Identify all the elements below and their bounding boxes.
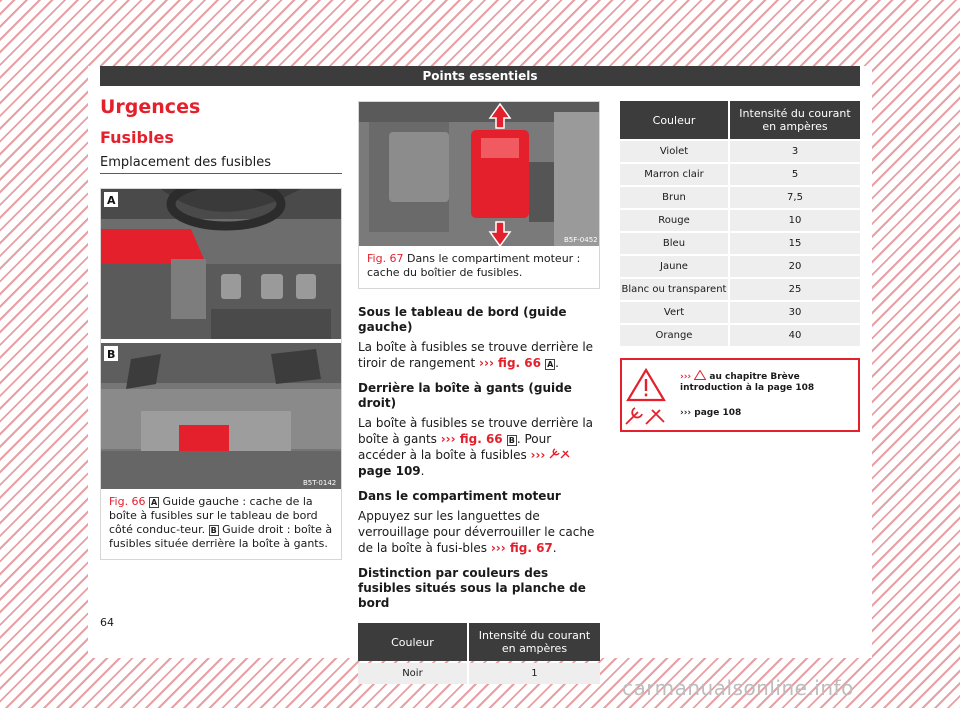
- middle-column: [358, 101, 600, 686]
- table-row: [620, 325, 860, 346]
- left-column: [100, 96, 342, 560]
- badge-a: A: [547, 360, 554, 369]
- paragraph-text: Appuyez sur les languettes de verrouillage pour déverrouiller le cache de la boîte à fusi-bles: [358, 509, 595, 555]
- amperage-cell: 25: [728, 279, 860, 300]
- page-109-link[interactable]: ›››: [530, 448, 546, 462]
- warning-line-1: [680, 370, 855, 394]
- topic-title: Emplacement des fusibles: [100, 155, 342, 174]
- figure-66-code: B5T-0142: [303, 479, 337, 487]
- table-row: [358, 663, 600, 684]
- subsection-title: Fusibles: [100, 128, 174, 147]
- section-heading: Derrière la boîte à gants (guide droit): [358, 381, 572, 410]
- amperage-cell: 15: [728, 233, 860, 254]
- fig-66-link[interactable]: ››› fig. 66: [440, 432, 507, 446]
- figure-66: [100, 188, 342, 560]
- section-heading: Dans le compartiment moteur: [358, 489, 561, 503]
- figure-67-caption: [359, 246, 599, 288]
- page-108-link[interactable]: ››› page 108: [680, 408, 742, 418]
- table-header-row: [358, 623, 600, 661]
- paragraph-text: La boîte à fusibles se trouve derrière le tiroir de rangement: [358, 340, 594, 370]
- table-row: [620, 164, 860, 185]
- fig-66-link[interactable]: ››› fig. 66: [479, 356, 546, 370]
- figure-67-image: [359, 102, 599, 246]
- amperage-cell: 20: [728, 256, 860, 277]
- color-cell: Brun: [620, 187, 728, 208]
- table-row: [620, 279, 860, 300]
- fuse-location-illustration: [101, 189, 341, 489]
- badge-a: A: [150, 498, 158, 507]
- warning-triangle-icon: [626, 368, 666, 402]
- page-ref: page 109: [358, 464, 421, 478]
- paragraph: [358, 415, 600, 479]
- section-heading: Sous le tableau de bord (guide gauche): [358, 305, 567, 334]
- warning-text: au chapitre Brève introduction à la page 108: [680, 372, 815, 393]
- amperage-cell: 10: [728, 210, 860, 231]
- table-row: [620, 187, 860, 208]
- column-header: Couleur: [358, 623, 467, 661]
- tools-icon: [549, 448, 571, 460]
- body-section: [358, 305, 600, 686]
- color-cell: Rouge: [620, 210, 728, 231]
- caption-text: Guide droit : boîte à fusibles située derrière la boîte à gants.: [109, 523, 333, 550]
- table-body: [358, 663, 600, 684]
- paragraph-text: .: [552, 541, 557, 555]
- color-cell: Bleu: [620, 233, 728, 254]
- section-title: Urgences: [100, 96, 201, 118]
- warning-line-2: [680, 408, 741, 418]
- figure-67-code: B5F-0452: [564, 236, 598, 244]
- color-cell: Blanc ou transparent: [620, 279, 728, 300]
- table-header-row: [620, 101, 860, 139]
- paragraph-text: . Pour accéder à la boîte à fusibles: [358, 432, 552, 462]
- amperage-cell: 40: [728, 325, 860, 346]
- table-row: [620, 210, 860, 231]
- badge-b: B: [210, 526, 217, 535]
- column-header: Intensité du courant en ampères: [467, 623, 600, 661]
- paragraph: [358, 508, 600, 556]
- paragraph-text: .: [555, 356, 559, 370]
- panel-b-label: B: [107, 348, 116, 361]
- amperage-cell: 30: [728, 302, 860, 323]
- caption-text: Dans le compartiment moteur : cache du boîtier de fusibles.: [367, 252, 581, 279]
- table-row: [620, 233, 860, 254]
- figure-67: [358, 101, 600, 289]
- figure-number: Fig. 66: [109, 495, 146, 508]
- color-cell: Violet: [620, 141, 728, 162]
- paragraph-text: La boîte à fusibles se trouve derrière la boîte à gants: [358, 416, 594, 446]
- amperage-cell: 5: [728, 164, 860, 185]
- column-header: Couleur: [620, 101, 728, 139]
- caption-text: Guide gauche : cache de la boîte à fusibles sur le tableau de bord côté conduc-teur.: [109, 495, 318, 536]
- fuse-color-table-continued: [620, 99, 860, 348]
- amperage-cell: 7,5: [728, 187, 860, 208]
- table-body: [620, 141, 860, 346]
- amperage-cell: 3: [728, 141, 860, 162]
- figure-66-caption: [101, 489, 341, 559]
- right-column: [620, 101, 860, 432]
- table-row: [620, 256, 860, 277]
- fuse-color-table: [358, 621, 600, 686]
- figure-66-image: [101, 189, 341, 489]
- paragraph: [358, 339, 600, 371]
- table-row: [620, 302, 860, 323]
- color-cell: Noir: [358, 663, 467, 684]
- fig-67-link[interactable]: ››› fig. 67: [490, 541, 553, 555]
- small-warning-icon: [694, 370, 706, 380]
- amperage-cell: 1: [467, 663, 600, 684]
- page-header: Points essentiels: [100, 66, 860, 86]
- chapter-link[interactable]: ›››: [680, 372, 692, 382]
- color-cell: Jaune: [620, 256, 728, 277]
- tools-icon: [622, 404, 670, 428]
- section-heading: Distinction par couleurs des fusibles situés sous la planche de bord: [358, 566, 586, 610]
- color-cell: Orange: [620, 325, 728, 346]
- warning-box: [620, 358, 860, 432]
- badge-b: B: [508, 436, 515, 445]
- watermark: carmanualsonline.info: [622, 676, 854, 700]
- paragraph-text: .: [420, 464, 425, 478]
- color-cell: Marron clair: [620, 164, 728, 185]
- figure-number: Fig. 67: [367, 252, 404, 265]
- engine-fusebox-illustration: [359, 102, 599, 246]
- table-row: [620, 141, 860, 162]
- column-header: Intensité du courant en ampères: [728, 101, 860, 139]
- panel-a-label: A: [107, 194, 116, 207]
- color-cell: Vert: [620, 302, 728, 323]
- page-number: 64: [100, 616, 114, 629]
